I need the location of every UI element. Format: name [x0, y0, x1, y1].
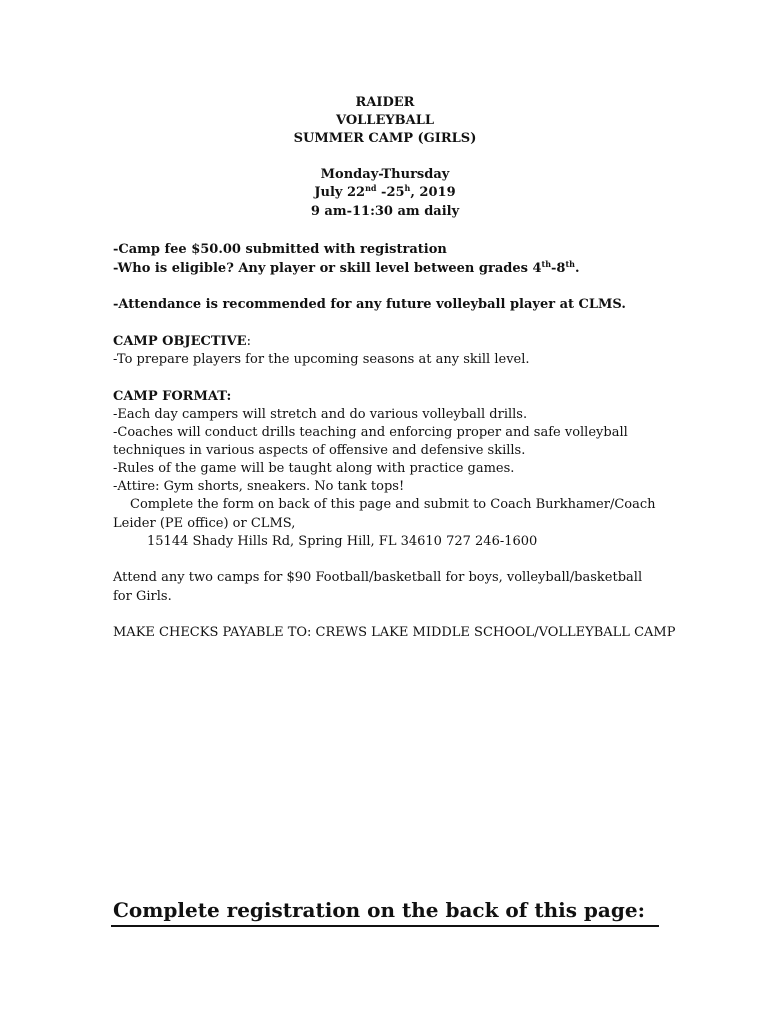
format-item: techniques in various aspects of offensive and defensive skills.: [113, 443, 526, 458]
format-item: -Each day campers will stretch and do various volleyball drills.: [113, 407, 528, 422]
camp-fee: -Camp fee $50.00 submitted with registration: [113, 242, 447, 257]
two-camp-offer: Attend any two camps for $90 Football/basketball for boys, volleyball/basketball: [113, 570, 643, 585]
format-item: -Rules of the game will be taught along with practice games.: [113, 461, 515, 476]
objective-text: -To prepare players for the upcoming seasons at any skill level.: [113, 352, 530, 367]
registration-footer: Complete registration on the back of this page:: [113, 898, 645, 922]
submit-instructions: Complete the form on back of this page and submit to Coach Burkhamer/Coach: [130, 497, 656, 512]
camp-dates: July 22nd -25$^h$, 2019: [314, 183, 456, 200]
title-raider: RAIDER: [355, 95, 415, 110]
eligibility: -Who is eligible? Any player or skill level between grades 4th-8th.: [113, 259, 580, 276]
format-item: -Coaches will conduct drills teaching and enforcing proper and safe volleyball: [113, 425, 628, 440]
title-summer-camp: SUMMER CAMP (GIRLS): [293, 131, 477, 146]
format-heading: CAMP FORMAT:: [113, 389, 232, 404]
school-address: 15144 Shady Hills Rd, Spring Hill, FL 34610 727 246-1600: [147, 534, 538, 549]
format-item: -Attire: Gym shorts, sneakers. No tank tops!: [113, 479, 405, 494]
title-volleyball: VOLLEYBALL: [335, 113, 434, 128]
footer-underline: [111, 925, 659, 927]
checks-payable: MAKE CHECKS PAYABLE TO: CREWS LAKE MIDDLE SCHOOL/VOLLEYBALL CAMP: [113, 625, 676, 640]
attendance-note: -Attendance is recommended for any future volleyball player at CLMS.: [113, 297, 626, 312]
camp-time: 9 am-11:30 am daily: [310, 204, 460, 219]
two-camp-offer-cont: for Girls.: [113, 589, 172, 604]
camp-days: Monday-Thursday: [320, 167, 450, 182]
objective-heading: CAMP OBJECTIVE:: [113, 334, 251, 349]
submit-instructions-cont: Leider (PE office) or CLMS,: [113, 516, 296, 531]
